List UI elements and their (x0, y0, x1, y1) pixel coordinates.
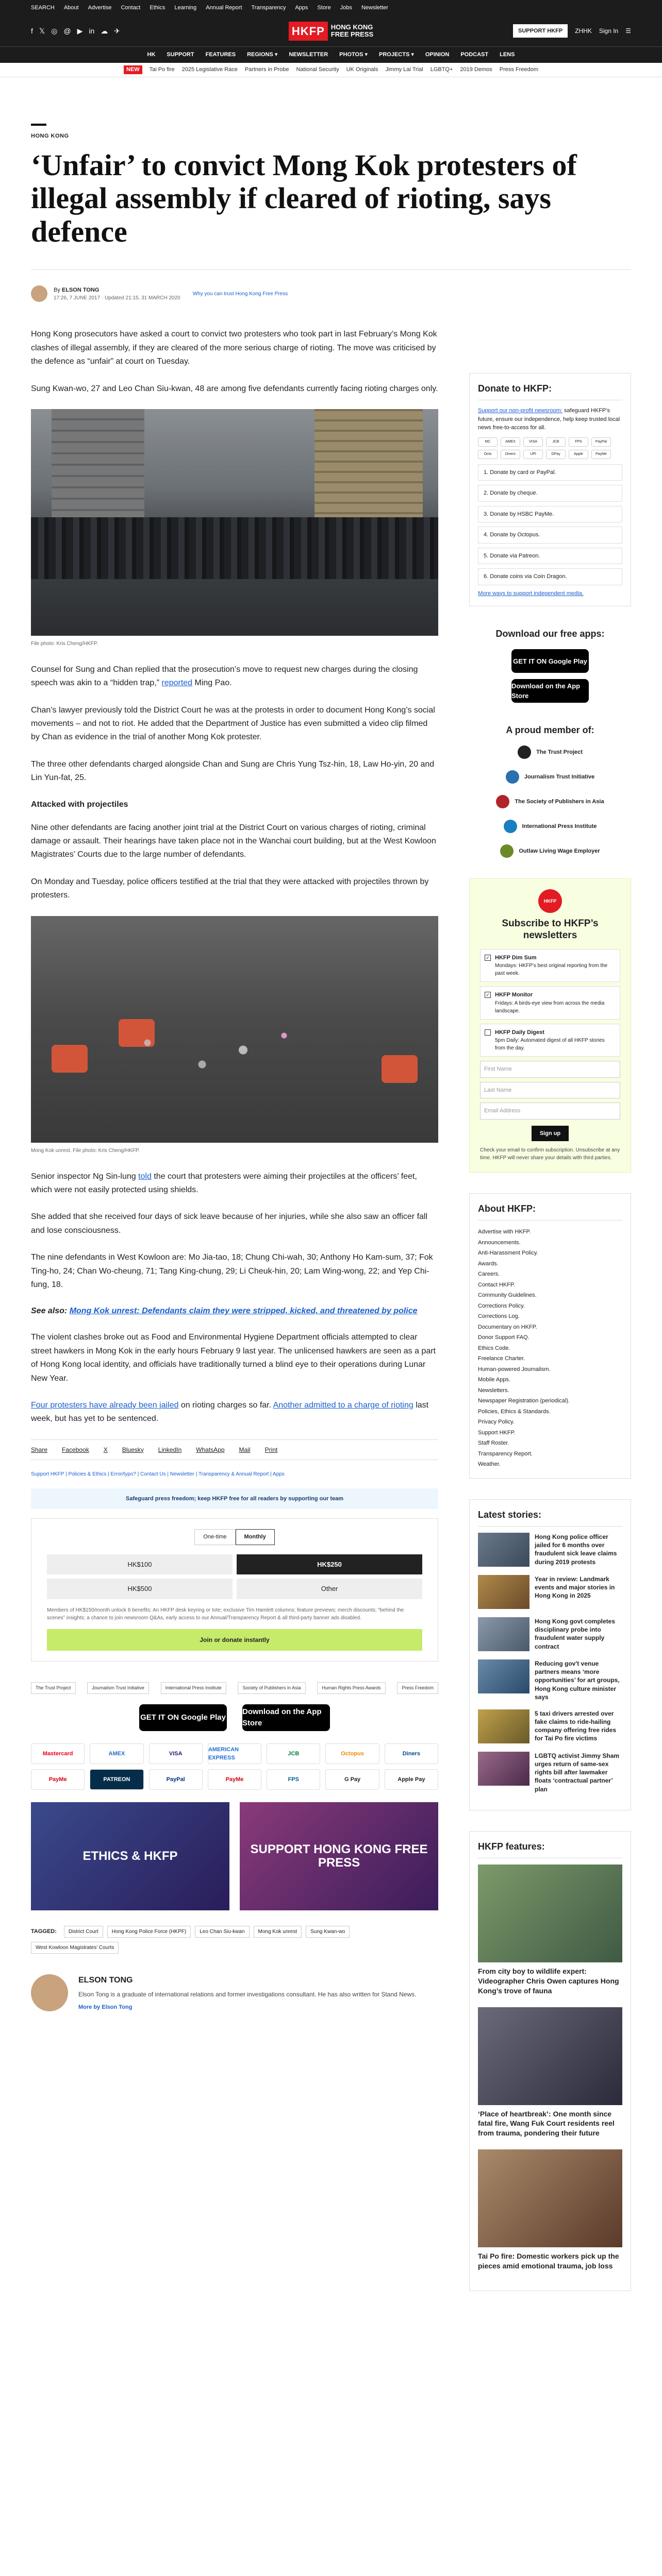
donate-option[interactable]: 2. Donate by cheque. (478, 485, 622, 502)
tag[interactable]: Mong Kok unrest (254, 1926, 302, 1938)
payment-logo: MC (478, 437, 498, 447)
about-link[interactable]: Support HKFP. (478, 1429, 516, 1436)
payment-logo: FPS (267, 1769, 320, 1790)
about-link[interactable]: Freelance Charter. (478, 1355, 525, 1362)
byline: By ELSON TONG 17:26, 7 JUNE 2017 · Updated 21:15, 31 MARCH 2020 Why you can trust Hong Kong Free Press (31, 285, 438, 302)
about-links (478, 1227, 622, 1470)
payment-logo: PayMe (208, 1769, 261, 1790)
donate-box (31, 1518, 438, 1662)
about-link[interactable]: Advertise with HKFP. (478, 1229, 531, 1235)
site-logo[interactable] (289, 22, 373, 41)
about-link[interactable]: Human-powered Journalism. (478, 1366, 551, 1372)
nav-photos[interactable]: PHOTOS ▾ (339, 52, 368, 58)
payment-logo: GPay (546, 450, 566, 459)
about-link[interactable]: Announcements. (478, 1239, 521, 1246)
payment-logo: Diners (385, 1743, 438, 1764)
story-item[interactable] (478, 1709, 622, 1743)
paragraph: Senior inspector Ng Sin-lung told the court that protesters were aiming their projectiles at the officers’ feet, which were not easily protected using shields. (31, 1172, 417, 1194)
payment-methods (31, 1743, 438, 1790)
author-name[interactable]: ELSON TONG (78, 1976, 133, 1985)
story-title[interactable]: LGBTQ activist Jimmy Sham urges return of same-sex rights bill after lawmaker floats ‘contractual partner’ plan (535, 1752, 620, 1793)
member-logo[interactable]: The Society of Publishers in Asia (469, 795, 631, 808)
story-thumbnail[interactable] (478, 1533, 529, 1567)
payment-logo: FPS (569, 437, 588, 447)
amount-option[interactable]: Other (237, 1579, 422, 1599)
about-link[interactable]: Mobile Apps. (478, 1377, 510, 1383)
nav-lens[interactable]: LENS (500, 52, 515, 58)
language-switch[interactable]: ZHHK (575, 27, 592, 35)
bluesky-icon[interactable]: ☁ (101, 26, 108, 35)
payment-logo: JCB (267, 1743, 320, 1764)
youtube-icon[interactable]: ▶ (77, 26, 83, 35)
payment-logo: Apple Pay (385, 1769, 438, 1790)
member-logo[interactable]: Outlaw Living Wage Employer (469, 844, 631, 858)
payment-logo: UPI (523, 450, 543, 459)
newsletter-footnote: Check your email to confirm subscription. Unsubscribe at any time. HKFP will never share your details with third parties. (480, 1147, 620, 1161)
topbar-ethics[interactable]: Ethics (150, 4, 166, 11)
paragraph: The violent clashes broke out as Food and Environmental Hygiene Department officials attempted to clear street hawkers in Mong Kok in the early hours February 9 last year. The unlicensed hawkers are seen as a part of Hong Kong local identity, and officials have traditionally turned a blind eye to their operations during Lunar New Year. (31, 1333, 436, 1383)
newsletter-option[interactable]: ✓ HKFP Dim Sum Mondays: HKFP’s best original reporting from the past week. (480, 949, 620, 982)
app-store-badge[interactable]: Download on the App Store (242, 1704, 330, 1731)
nav-hk[interactable]: HK (147, 52, 156, 58)
widget-title: HKFP features: (478, 1840, 622, 1858)
feature-image[interactable] (478, 2149, 622, 2247)
email-input[interactable]: Email Address (480, 1103, 620, 1120)
about-link[interactable]: Policies, Ethics & Standards. (478, 1408, 551, 1415)
trust-link[interactable]: Why you can trust Hong Kong Free Press (192, 291, 288, 297)
nav-newsletter[interactable]: NEWSLETTER (289, 52, 328, 58)
nav-podcast[interactable]: PODCAST (460, 52, 489, 58)
about-link[interactable]: Community Guidelines. (478, 1292, 537, 1299)
trending-link[interactable]: UK Originals (346, 66, 378, 73)
topbar-learning[interactable]: Learning (174, 4, 197, 11)
byline-prefix: By (54, 286, 60, 293)
about-link[interactable]: Newsletters. (478, 1387, 509, 1394)
share-x[interactable]: X (103, 1446, 108, 1453)
section-heading: Attacked with projectiles (31, 800, 128, 809)
payment-logo: VISA (523, 437, 543, 447)
trending-link[interactable]: 2025 Legislative Race (181, 66, 238, 73)
payment-logo: PayPal (591, 437, 611, 447)
linkedin-icon[interactable]: in (89, 26, 95, 35)
feature-item[interactable] (478, 1865, 622, 1996)
partner-logo[interactable]: Society of Publishers in Asia (238, 1682, 305, 1694)
tag[interactable]: District Court (64, 1926, 103, 1938)
payment-logo: PayMe (31, 1769, 85, 1790)
newsletter-widget (469, 878, 631, 1173)
logo-wordmark: HONG KONG FREE PRESS (330, 23, 374, 38)
story-item[interactable] (478, 1659, 622, 1701)
logo-mark: HKFP (289, 22, 328, 41)
partner-logo[interactable]: The Trust Project (31, 1682, 76, 1694)
share-bluesky[interactable]: Bluesky (122, 1446, 144, 1453)
story-thumbnail[interactable] (478, 1709, 529, 1743)
about-link[interactable]: Transparency Report. (478, 1450, 533, 1457)
divider (31, 124, 46, 126)
apps-widget (469, 627, 631, 703)
newsletter-option[interactable]: ✓ HKFP Monitor Fridays: A birds-eye view from across the media landscape. (480, 986, 620, 1020)
payment-logo: G Pay (325, 1769, 379, 1790)
payment-logo: PATREON (90, 1769, 143, 1790)
story-title[interactable]: Hong Kong police officer jailed for 6 months over fraudulent sick leave claims during 2019 protests (535, 1533, 617, 1566)
paragraph: Sung Kwan-wo, 27 and Leo Chan Siu-kwan, 48 are among five defendants currently facing rioting charges only. (31, 384, 438, 393)
threads-icon[interactable]: @ (63, 26, 71, 35)
partner-logo[interactable]: Journalism Trust Initiative (87, 1682, 149, 1694)
story-item[interactable] (478, 1533, 622, 1567)
about-link[interactable]: Staff Roster. (478, 1440, 509, 1447)
trending-link[interactable]: Tai Po fire (149, 66, 175, 73)
donate-option[interactable]: 5. Donate via Patreon. (478, 548, 622, 565)
menu-icon[interactable]: ☰ (625, 27, 631, 35)
paragraph: Nine other defendants are facing another joint trial at the District Court on various charges of rioting, criminal damage or assault. Their hearings have taken place not in the Wanchai court building, but at the West Kowloon Magistrates’ Courts due to the large number of defendants. (31, 823, 436, 859)
last-name-input[interactable]: Last Name (480, 1082, 620, 1099)
first-name-input[interactable]: First Name (480, 1061, 620, 1078)
share-print[interactable]: Print (264, 1446, 278, 1453)
trending-link[interactable]: LGBTQ+ (430, 66, 453, 73)
updated-date: Updated 21:15, 31 MARCH 2020 (104, 295, 180, 301)
see-also: See also: Mong Kok unrest: Defendants claim they were stripped, kicked, and threatened by police (31, 1307, 418, 1316)
payment-logo: Mastercard (31, 1743, 85, 1764)
amount-options (47, 1554, 422, 1599)
sidebar (469, 285, 631, 2312)
instagram-icon[interactable]: ◎ (51, 26, 58, 35)
payment-logo: Apple (569, 450, 588, 459)
story-title[interactable]: 5 taxi drivers arrested over fake claims to ride-hailing company offering free rides for Tai Po fire victims (535, 1709, 617, 1742)
amount-option[interactable]: HK$500 (47, 1579, 233, 1599)
told-link[interactable]: told (138, 1172, 152, 1181)
widget-title: About HKFP: (478, 1202, 622, 1221)
article-title: ‘Unfair’ to convict Mong Kok protesters of illegal assembly if cleared of rioting, says defence (31, 148, 577, 249)
partner-logo[interactable]: Press Freedom (397, 1682, 438, 1694)
topbar-store[interactable]: Store (317, 4, 331, 11)
widget-title: Latest stories: (478, 1508, 622, 1527)
article-photo[interactable] (31, 916, 438, 1143)
nav-features[interactable]: FEATURES (205, 52, 236, 58)
donate-note: Members of HK$150/month unlock 8 benefits: An HKFP desk keyring or tote; exclusive Tim Hamlett columns; feature previews; merch discounts; “behind the scenes” insights; a chance to join newsroom Q&As, early access to our Annual/Transparency Report & all third-party banner ads disabled. (47, 1607, 404, 1621)
feature-image[interactable] (478, 2007, 622, 2105)
one-time-option[interactable]: One-time (194, 1529, 235, 1545)
paragraph: The nine defendants in West Kowloon are: Mo Jia-tao, 18; Chung Chi-wah, 30; Anthony Ho Kam-sum, 37; Fok Ting-ho, 24; Chan Wo-cheung, 71; Tang King-chung, 29; Li Cheuk-hin, 20; Lam Wing-wong, 22; and Yep Chi-fung, 18. (31, 1253, 433, 1289)
paragraph: The three other defendants charged alongside Chan and Sung are Chris Yung Tsz-hin, 18, Law Ho-yin, 20 and Lin Yun-fat, 25. (31, 759, 435, 783)
topbar-search[interactable]: SEARCH (31, 4, 55, 11)
donate-widget (469, 373, 631, 606)
newsletter-option[interactable]: HKFP Daily Digest 5pm Daily: Automated digest of all HKFP stories from the day. (480, 1024, 620, 1057)
app-store-row (31, 1704, 438, 1731)
checkbox[interactable] (485, 1029, 491, 1036)
donate-option[interactable]: 3. Donate by HSBC PayMe. (478, 506, 622, 523)
tag[interactable]: West Kowloon Magistrates’ Courts (31, 1942, 119, 1954)
reported-link[interactable]: reported (161, 679, 193, 688)
new-badge: NEW (124, 65, 142, 74)
signin-link[interactable]: Sign In (599, 27, 619, 35)
google-play-badge[interactable]: GET IT ON Google Play (511, 649, 589, 673)
nav-opinion[interactable]: OPINION (425, 52, 450, 58)
support-hkfp-button[interactable]: SUPPORT HKFP (513, 24, 568, 38)
latest-stories-widget (469, 1499, 631, 1810)
more-ways-link[interactable]: More ways to support independent media. (478, 590, 584, 597)
payment-logo: VISA (149, 1743, 203, 1764)
x-icon[interactable]: 𝕏 (39, 26, 45, 35)
tag[interactable]: Hong Kong Police Force (HKPF) (107, 1926, 191, 1938)
feature-title[interactable]: ‘Place of heartbreak’: One month since fatal fire, Wang Fuk Court residents reel from trauma, pondering their future (478, 2109, 615, 2138)
trending-link[interactable]: 2019 Demos (460, 66, 492, 73)
member-widget (469, 723, 631, 858)
trending-link[interactable]: Press Freedom (499, 66, 538, 73)
amount-option[interactable]: HK$100 (47, 1554, 233, 1575)
feature-item[interactable] (478, 2007, 622, 2139)
paragraph: Four protesters have already been jailed on rioting charges so far. Another admitted to a charge of rioting last week, but has yet to be sentenced. (31, 1400, 429, 1423)
promo-support[interactable]: SUPPORT HONG KONG FREE PRESS (240, 1802, 438, 1910)
topbar-transparency[interactable]: Transparency (251, 4, 286, 11)
frequency-toggle (47, 1529, 422, 1545)
tag-list (31, 1926, 438, 1954)
checkbox[interactable]: ✓ (485, 955, 491, 961)
author-avatar[interactable] (31, 285, 47, 302)
promo-ethics[interactable]: ETHICS & HKFP (31, 1802, 229, 1910)
payment-logo: Octo (478, 450, 498, 459)
story-thumbnail[interactable] (478, 1617, 529, 1651)
payment-logo: Diners (501, 450, 520, 459)
topbar-newsletter[interactable]: Newsletter (361, 4, 388, 11)
nav-projects[interactable]: PROJECTS ▾ (379, 52, 414, 58)
story-title[interactable]: Year in review: Landmark events and major stories in Hong Kong in 2025 (535, 1575, 615, 1600)
monthly-option[interactable]: Monthly (236, 1529, 275, 1545)
payment-logo: PayPal (149, 1769, 203, 1790)
tags-label: TAGGED: (31, 1928, 57, 1935)
share-mail[interactable]: Mail (239, 1446, 251, 1453)
donate-text: Support our non-profit newsroom: safeguard HKFP’s future, ensure our independence, help keep trusted local news free-to-access for all. (478, 408, 620, 431)
share-linkedin[interactable]: LinkedIn (158, 1446, 182, 1453)
about-link[interactable]: Contact HKFP. (478, 1281, 515, 1288)
about-link[interactable]: Documentary on HKFP. (478, 1324, 537, 1330)
publish-date: 17:26, 7 JUNE 2017 (54, 295, 101, 301)
topbar-jobs[interactable]: Jobs (340, 4, 352, 11)
about-link[interactable]: Awards. (478, 1260, 499, 1267)
about-link[interactable]: Ethics Code. (478, 1345, 510, 1351)
photo-caption: File photo: Kris Cheng/HKFP. (31, 640, 98, 647)
widget-title: Download our free apps: (495, 629, 605, 639)
share-facebook[interactable]: Facebook (62, 1446, 89, 1453)
story-item[interactable] (478, 1575, 622, 1609)
member-logo[interactable]: The Trust Project (469, 745, 631, 759)
story-title[interactable]: Reducing gov't venue partners means ‘more opportunities’ for art groups, Hong Kong culture minister says (535, 1659, 620, 1701)
tag[interactable]: Leo Chan Siu-kwan (195, 1926, 249, 1938)
trending-bar (0, 63, 662, 77)
trending-link[interactable]: National Security (296, 66, 339, 73)
nav-support[interactable]: SUPPORT (167, 52, 194, 58)
share-bar (31, 1439, 438, 1460)
article-photo[interactable] (31, 409, 438, 636)
photo-caption: Mong Kok unrest. File photo: Kris Cheng/HKFP. (31, 1147, 140, 1154)
features-widget (469, 1831, 631, 2291)
story-title[interactable]: Hong Kong govt completes disciplinary probe into fraudulent water supply contract (535, 1617, 615, 1650)
nav-regions[interactable]: REGIONS ▾ (247, 52, 278, 58)
partner-logo[interactable]: International Press Institute (161, 1682, 226, 1694)
social-links (31, 26, 120, 37)
feature-item[interactable] (478, 2149, 622, 2271)
payment-logo: AMEX (90, 1743, 143, 1764)
story-item[interactable] (478, 1752, 622, 1793)
donate-banner[interactable]: Safeguard press freedom; keep HKFP free for all readers by supporting our team (31, 1488, 438, 1510)
hkfp-logo: HKFP (538, 889, 562, 913)
telegram-icon[interactable]: ✈ (114, 26, 121, 35)
donate-options (478, 464, 622, 585)
topbar-annual-report[interactable]: Annual Report (206, 4, 242, 11)
promo-row (31, 1802, 438, 1910)
trending-link[interactable]: Jimmy Lai Trial (385, 66, 423, 73)
widget-title: A proud member of: (506, 725, 594, 736)
feature-title[interactable]: From city boy to wildlife expert: Videographer Chris Owen captures Hong Kong’s trove of fauna (478, 1967, 619, 1995)
story-thumbnail[interactable] (478, 1752, 529, 1786)
member-logo[interactable]: International Press Institute (469, 820, 631, 833)
author-avatar[interactable] (31, 1974, 68, 2011)
admitted-link[interactable]: Another admitted to a charge of rioting (273, 1400, 413, 1410)
feature-title[interactable]: Tai Po fire: Domestic workers pick up the pieces amid emotional trauma, job loss (478, 2252, 619, 2270)
feature-image[interactable] (478, 1865, 622, 1962)
author-bio: Elson Tong is a graduate of international relations and former investigations consultant. He has also written for Stand News. (78, 1991, 417, 1998)
paragraph: On Monday and Tuesday, police officers testified at the trial that they were attacked with projectiles thrown by protesters. (31, 877, 429, 900)
signup-button[interactable]: Sign up (532, 1126, 569, 1142)
payment-logo: JCB (546, 437, 566, 447)
article-footer-links[interactable]: Support HKFP | Policies & Ethics | Error/typo? | Contact Us | Newsletter | Transparency & Annual Report | Apps (31, 1471, 285, 1477)
about-widget (469, 1193, 631, 1479)
member-logo[interactable]: Journalism Trust Initiative (469, 770, 631, 784)
topbar-apps[interactable]: Apps (295, 4, 308, 11)
share-whatsapp[interactable]: WhatsApp (196, 1446, 225, 1453)
partner-logos (31, 1682, 438, 1694)
about-link[interactable]: Corrections Log. (478, 1313, 520, 1320)
checkbox[interactable]: ✓ (485, 992, 491, 998)
payment-logo: Octopus (325, 1743, 379, 1764)
topbar-contact[interactable]: Contact (121, 4, 141, 11)
facebook-icon[interactable]: f (31, 26, 33, 35)
about-link[interactable]: Corrections Policy. (478, 1302, 525, 1309)
widget-title: Donate to HKFP: (478, 382, 622, 400)
trending-link[interactable]: Partners in Probe (244, 66, 289, 73)
paragraph: Counsel for Sung and Chan replied that the prosecution’s move to request new charges during the closing speech was akin to a “hidden trap,” reported Ming Pao. (31, 665, 418, 688)
about-link[interactable]: Careers. (478, 1271, 500, 1278)
top-utility-bar (0, 0, 662, 15)
donate-option[interactable]: 6. Donate coins via Coin Dragon. (478, 568, 622, 585)
about-link[interactable]: Weather. (478, 1461, 501, 1468)
story-item[interactable] (478, 1617, 622, 1651)
article-category[interactable]: HONG KONG (31, 133, 69, 139)
main-nav (0, 46, 662, 63)
paragraph: She added that she received four days of sick leave because of her injuries, while she also saw an officer fall and lose consciousness. (31, 1212, 428, 1235)
join-donate-button[interactable]: Join or donate instantly (47, 1629, 422, 1651)
google-play-badge[interactable]: GET IT ON Google Play (139, 1704, 227, 1731)
app-store-badge[interactable]: Download on the App Store (511, 679, 589, 703)
article-body (31, 285, 438, 2312)
more-by-author-link[interactable]: More by Elson Tong (78, 2004, 133, 2011)
paragraph: Chan’s lawyer previously told the District Court he was at the protests in order to document Hong Kong’s social movements – and not to riot. He added that the Department of Justice has even submitted a video clip filmed by Chan as evidence in the trial of another Mong Kok protester. (31, 705, 435, 742)
jailed-link[interactable]: Four protesters have already been jailed (31, 1400, 179, 1410)
about-link[interactable]: Newspaper Registration (periodical). (478, 1398, 570, 1404)
site-header (0, 15, 662, 46)
about-link[interactable]: Anti-Harassment Policy. (478, 1250, 538, 1257)
article-header (31, 77, 631, 249)
payment-logo: AMEX (501, 437, 520, 447)
newsletter-title: Subscribe to HKFP’s newsletters (502, 918, 599, 941)
see-also-link[interactable]: Mong Kok unrest: Defendants claim they were stripped, kicked, and threatened by police (69, 1307, 418, 1316)
payment-logo: PayMe (591, 450, 611, 459)
share-label: Share (31, 1446, 48, 1453)
nonprofit-link[interactable]: Support our non-profit newsroom: (478, 408, 562, 414)
topbar-advertise[interactable]: Advertise (88, 4, 112, 11)
author-name[interactable]: ELSON TONG (61, 286, 100, 293)
topbar-about[interactable]: About (63, 4, 79, 11)
payment-logo: AMERICAN EXPRESS (208, 1743, 261, 1764)
about-link[interactable]: Donor Support FAQ. (478, 1334, 529, 1341)
story-thumbnail[interactable] (478, 1575, 529, 1609)
partner-logo[interactable]: Human Rights Press Awards (317, 1682, 385, 1694)
donate-option[interactable]: 1. Donate by card or PayPal. (478, 464, 622, 481)
about-link[interactable]: Privacy Policy. (478, 1419, 515, 1426)
donate-option[interactable]: 4. Donate by Octopus. (478, 527, 622, 544)
tag[interactable]: Sung Kwan-wo (306, 1926, 350, 1938)
story-thumbnail[interactable] (478, 1659, 529, 1693)
payment-logos (478, 437, 622, 459)
author-box (31, 1974, 438, 2012)
amount-option-selected[interactable]: HK$250 (237, 1554, 422, 1575)
paragraph: Hong Kong prosecutors have asked a court to convict two protesters who took part in last February’s Mong Kok clashes of illegal assembly, if they are cleared of the more serious charge of rioting. The move was criticised by the defence as “unfair” at court on Tuesday. (31, 330, 437, 366)
